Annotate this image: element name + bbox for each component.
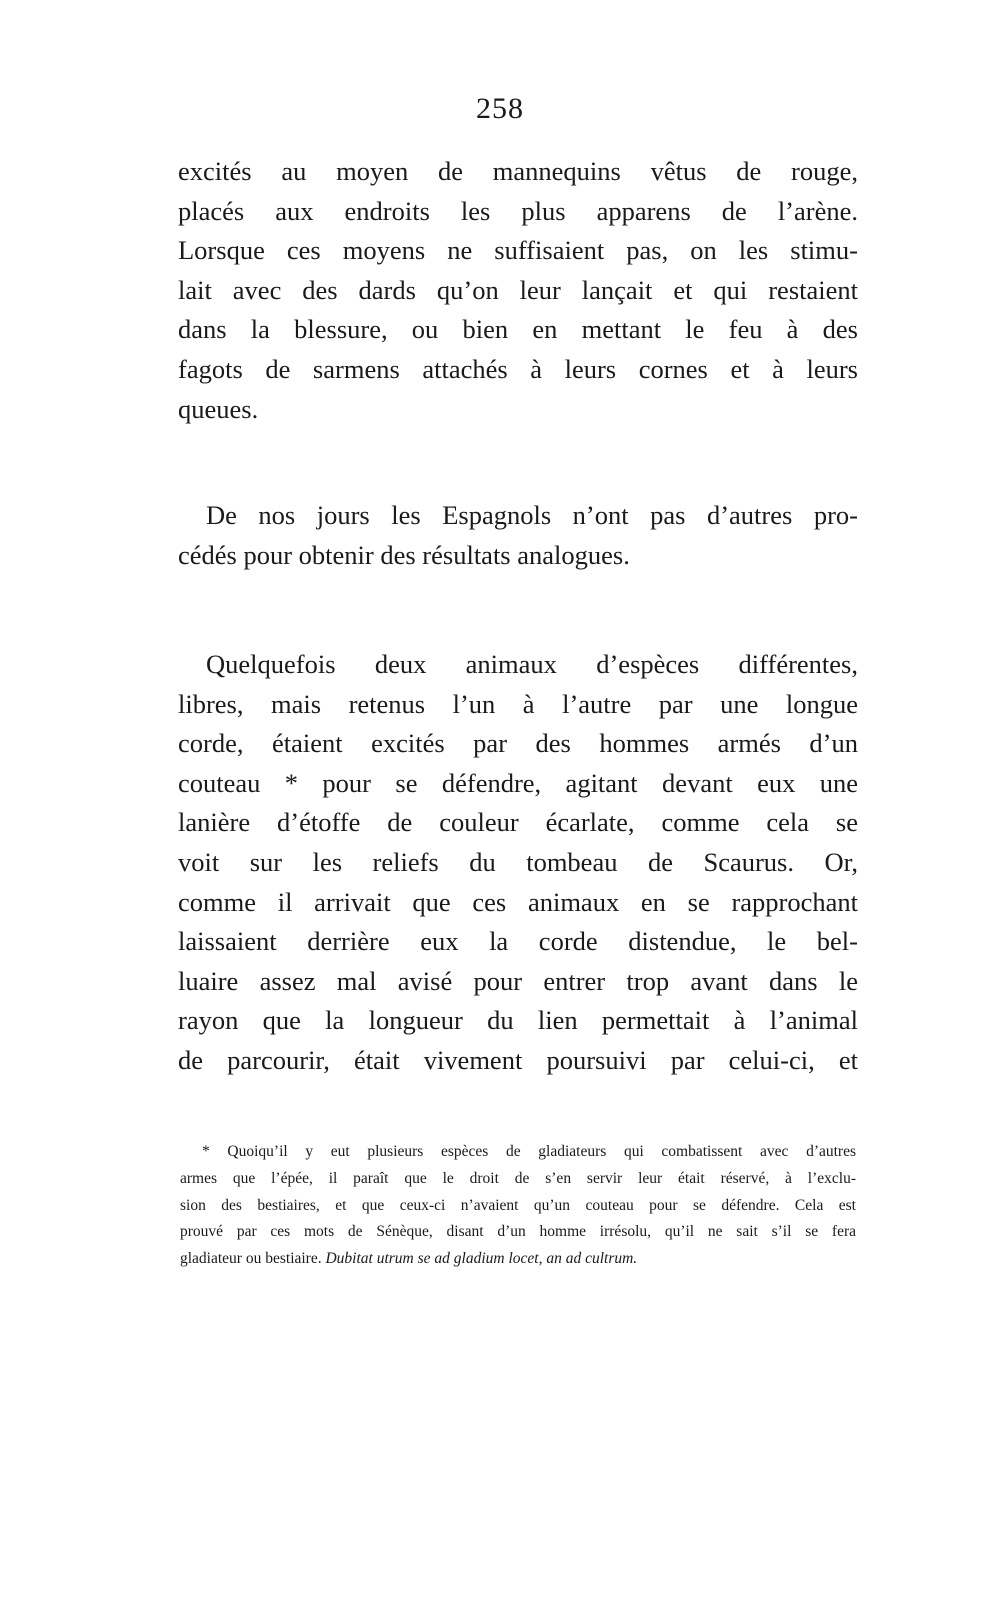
footnote-latin-quote: Dubitat utrum se ad gladium locet, an ad cultrum. xyxy=(325,1250,638,1268)
footnote-line: * Quoiqu’il y eut plusieurs espèces de gladiateurs qui combatissent avec d’autres xyxy=(202,1143,856,1160)
footnote-line: prouvé par ces mots de Sénèque, disant d’un homme irrésolu, qu’il ne sait s’il se fera xyxy=(180,1223,856,1241)
text-line: luaire assez mal avisé pour entrer trop avant dans le xyxy=(178,965,858,996)
footnote-line: armes que l’épée, il paraît que le droit de s’en servir leur était réservé, à l’exclu- xyxy=(180,1169,856,1187)
text-line: laissaient derrière eux la corde distendue, le bel- xyxy=(178,926,858,957)
text-line: voit sur les reliefs du tombeau de Scaurus. Or, xyxy=(178,846,858,877)
text-line: cédés pour obtenir des résultats analogues. xyxy=(178,539,630,570)
text-line: dans la blessure, ou bien en mettant le feu à des xyxy=(178,314,858,345)
text-line: libres, mais retenus l’un à l’autre par une longue xyxy=(178,688,858,719)
text-line: de parcourir, était vivement poursuivi par celui-ci, et xyxy=(178,1044,858,1075)
text-line: corde, étaient excités par des hommes armés d’un xyxy=(178,728,858,759)
paragraph-3 xyxy=(178,645,858,1081)
page-number: 258 xyxy=(476,92,524,125)
text-line: fagots de sarmens attachés à leurs cornes et à leurs xyxy=(178,353,858,384)
text-line: rayon que la longueur du lien permettait à l’animal xyxy=(178,1005,858,1036)
text-line: couteau * pour se défendre, agitant devant eux une xyxy=(178,767,858,798)
footnote-line: gladiateur ou bestiaire. xyxy=(180,1250,322,1268)
text-line: placés aux endroits les plus apparens de l’arène. xyxy=(178,195,858,226)
text-line: queues. xyxy=(178,393,259,424)
text-line: De nos jours les Espagnols n’ont pas d’autres pro- xyxy=(206,500,858,530)
text-line: lait avec des dards qu’on leur lançait et qui restaient xyxy=(178,274,858,305)
text-line: comme il arrivait que ces animaux en se rapprochant xyxy=(178,886,858,917)
paragraph-1 xyxy=(178,152,858,429)
text-line: lanière d’étoffe de couleur écarlate, comme cela se xyxy=(178,807,858,838)
footnote-last-line xyxy=(180,1246,856,1273)
text-line: excités au moyen de mannequins vêtus de rouge, xyxy=(178,156,858,186)
footnote xyxy=(180,1139,856,1273)
text-line: Quelquefois deux animaux d’espèces différentes, xyxy=(206,649,858,679)
paragraph-2 xyxy=(178,496,858,575)
text-line: Lorsque ces moyens ne suffisaient pas, on les stimu- xyxy=(178,235,858,266)
footnote-line: sion des bestiaires, et que ceux-ci n’avaient qu’un couteau pour se défendre. Cela est xyxy=(180,1196,856,1214)
